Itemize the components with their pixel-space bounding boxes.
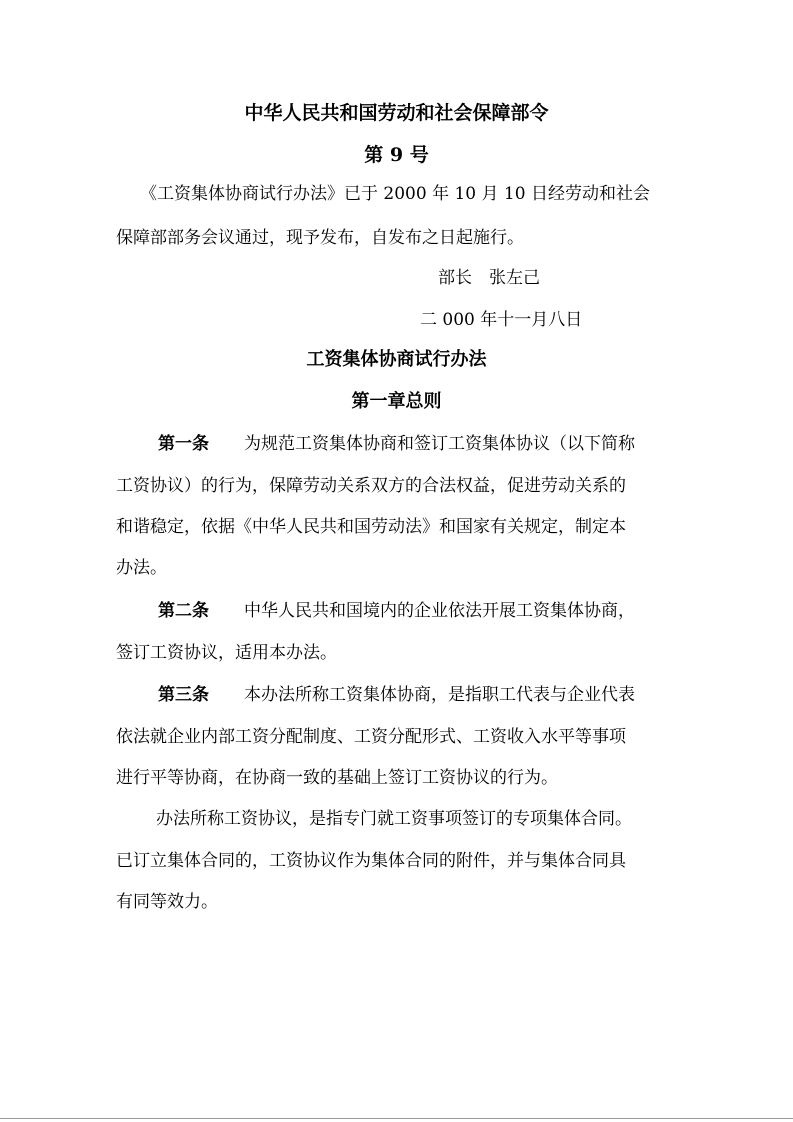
decree-signature: 部长 张左己 [438, 268, 540, 288]
measures-title: 工资集体协商试行办法 [306, 349, 487, 370]
article-2-label: 第二条 [158, 601, 209, 621]
article-1-line-1: 为规范工资集体协商和签订工资集体协议（以下简称 [244, 434, 635, 454]
chapter-heading: 第一章总则 [351, 391, 442, 412]
article-3-line-3: 进行平等协商，在协商一致的基础上签订工资协议的行为。 [116, 768, 558, 788]
article-1-label: 第一条 [158, 434, 209, 454]
decree-date: 二 000 年十一月八日 [420, 310, 583, 330]
article-1-line-2: 工资协议）的行为，保障劳动关系双方的合法权益，促进劳动关系的 [116, 476, 626, 496]
article-2-line-2: 签订工资协议，适用本办法。 [116, 643, 337, 663]
page-bottom-rule [0, 1118, 793, 1119]
decree-title: 中华人民共和国劳动和社会保障部令 [244, 102, 549, 124]
article-3-line-2: 依法就企业内部工资分配制度、工资分配形式、工资收入水平等事项 [116, 727, 626, 747]
article-3-line-1: 本办法所称工资集体协商，是指职工代表与企业代表 [244, 685, 635, 705]
article-1-line-4: 办法。 [116, 558, 167, 578]
decree-number: 第 9 号 [364, 144, 429, 166]
article-3-para-2-line-2: 已订立集体合同的，工资协议作为集体合同的附件，并与集体合同具 [116, 851, 626, 871]
decree-intro-line-1: 《工资集体协商试行办法》已于 2000 年 10 月 10 日经劳动和社会 [140, 184, 650, 204]
article-3-para-2-line-1: 办法所称工资协议，是指专门就工资事项签订的专项集体合同。 [156, 809, 632, 829]
decree-intro-line-2: 保障部部务会议通过，现予发布，自发布之日起施行。 [116, 228, 524, 248]
article-2-line-1: 中华人民共和国境内的企业依法开展工资集体协商， [244, 601, 635, 621]
article-1-line-3: 和谐稳定，依据《中华人民共和国劳动法》和国家有关规定，制定本 [116, 517, 626, 537]
article-3-label: 第三条 [158, 685, 209, 705]
article-3-para-2-line-3: 有同等效力。 [116, 892, 218, 912]
